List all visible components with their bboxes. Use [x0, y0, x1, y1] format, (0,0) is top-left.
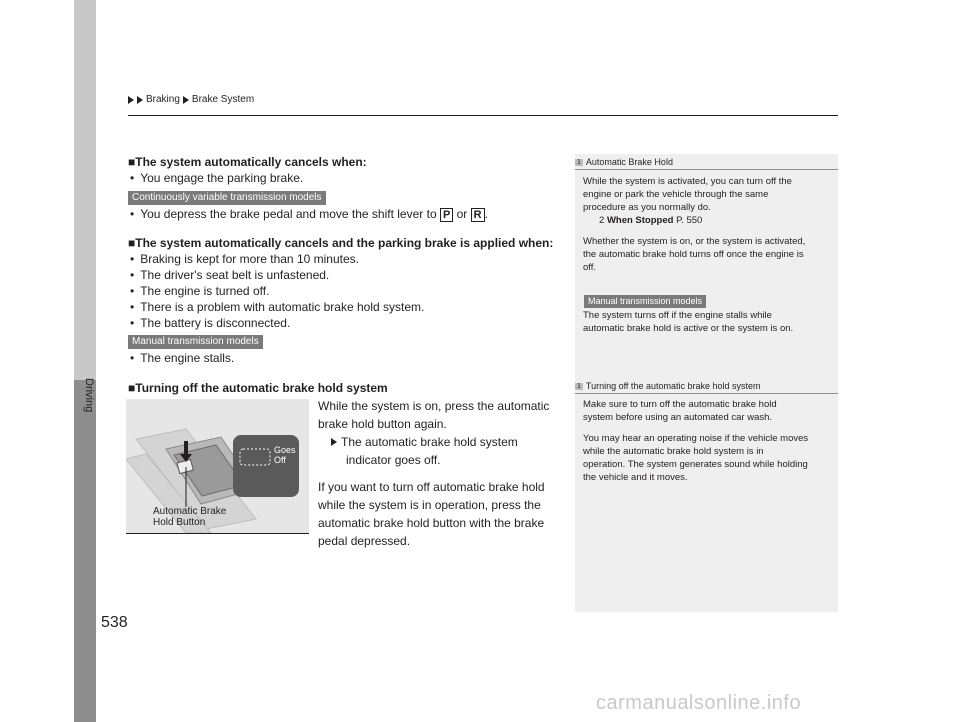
- note-number: 1: [577, 382, 581, 390]
- breadcrumb: [128, 94, 254, 105]
- note-number: 1: [577, 158, 581, 166]
- section-heading: ■The system automatically cancels and the parking brake is applied when:: [128, 236, 554, 250]
- square-bullet-icon: ■: [128, 381, 136, 395]
- list-item: • The battery is disconnected.: [130, 316, 290, 330]
- side-tab-upper: [74, 0, 96, 380]
- shift-key-r: R: [471, 208, 485, 222]
- instruction-text: While the system is on, press the automatic brake hold button again.: [318, 399, 550, 431]
- note-rule: [575, 393, 838, 394]
- model-badge: Manual transmission models: [584, 295, 706, 308]
- result-text: The automatic brake hold system indicator goes off.: [331, 433, 518, 469]
- list-item: • Braking is kept for more than 10 minutes.: [130, 252, 359, 266]
- brake-hold-button-illustration: [126, 399, 309, 534]
- side-tab-label: Driving: [83, 378, 95, 413]
- ref-icon: 2: [599, 215, 605, 226]
- list-item: • You engage the parking brake.: [130, 171, 303, 185]
- square-bullet-icon: ■: [128, 236, 136, 250]
- model-badge: Manual transmission models: [128, 335, 263, 349]
- arrow-icon: [183, 96, 189, 104]
- watermark: carmanualsonline.info: [596, 692, 802, 714]
- list-item: • The driver's seat belt is unfastened.: [130, 268, 329, 282]
- arrow-icon: [137, 96, 143, 104]
- page-number: 538: [101, 614, 128, 631]
- model-badge: Continuously variable transmission models: [128, 191, 326, 205]
- section-heading: ■The system automatically cancels when:: [128, 155, 367, 169]
- header-rule: [128, 115, 838, 116]
- section-heading: ■Turning off the automatic brake hold system: [128, 381, 388, 395]
- list-item: • You depress the brake pedal and move the shift lever to P or R .: [130, 207, 488, 222]
- arrow-icon: [331, 438, 337, 446]
- indicator-status-label: Goes Off: [274, 445, 296, 465]
- shift-key-p: P: [440, 208, 453, 222]
- instruction-text: If you want to turn off automatic brake hold while the system is in operation, press the automatic brake hold button with the brake pedal depressed.: [318, 480, 545, 548]
- breadcrumb-item-braking[interactable]: Braking: [146, 94, 180, 105]
- list-item: • The engine is turned off.: [130, 284, 269, 298]
- square-bullet-icon: ■: [128, 155, 136, 169]
- list-item: • There is a problem with automatic brake hold system.: [130, 300, 424, 314]
- note-body: Make sure to turn off the automatic brake hold system before using an automated car wash. You may hear an operating noise if the vehicle moves while the automatic brake hold system is in operation. The system generates sound while holding the vehicle and it moves.: [583, 399, 809, 483]
- note-body: The system turns off if the engine stalls while automatic brake hold is active or the system is on.: [583, 310, 794, 334]
- note-title: 1 Automatic Brake Hold: [577, 157, 673, 167]
- list-item: • The engine stalls.: [130, 351, 234, 365]
- note-rule: [575, 169, 838, 170]
- callout-label: Automatic Brake Hold Button: [153, 506, 227, 528]
- arrow-icon: [128, 96, 134, 104]
- note-body: While the system is activated, you can turn off the engine or park the vehicle through the same procedure as you normally do. 2 When Stopped P. 550 Whether the system is on, or the system is activated, the automatic brake hold turns off once the engine is off.: [583, 176, 806, 273]
- breadcrumb-item-brake-system[interactable]: Brake System: [191, 94, 255, 105]
- cross-reference-link[interactable]: 2 When Stopped P. 550: [599, 215, 703, 226]
- note-title: 1 Turning off the automatic brake hold system: [577, 381, 761, 391]
